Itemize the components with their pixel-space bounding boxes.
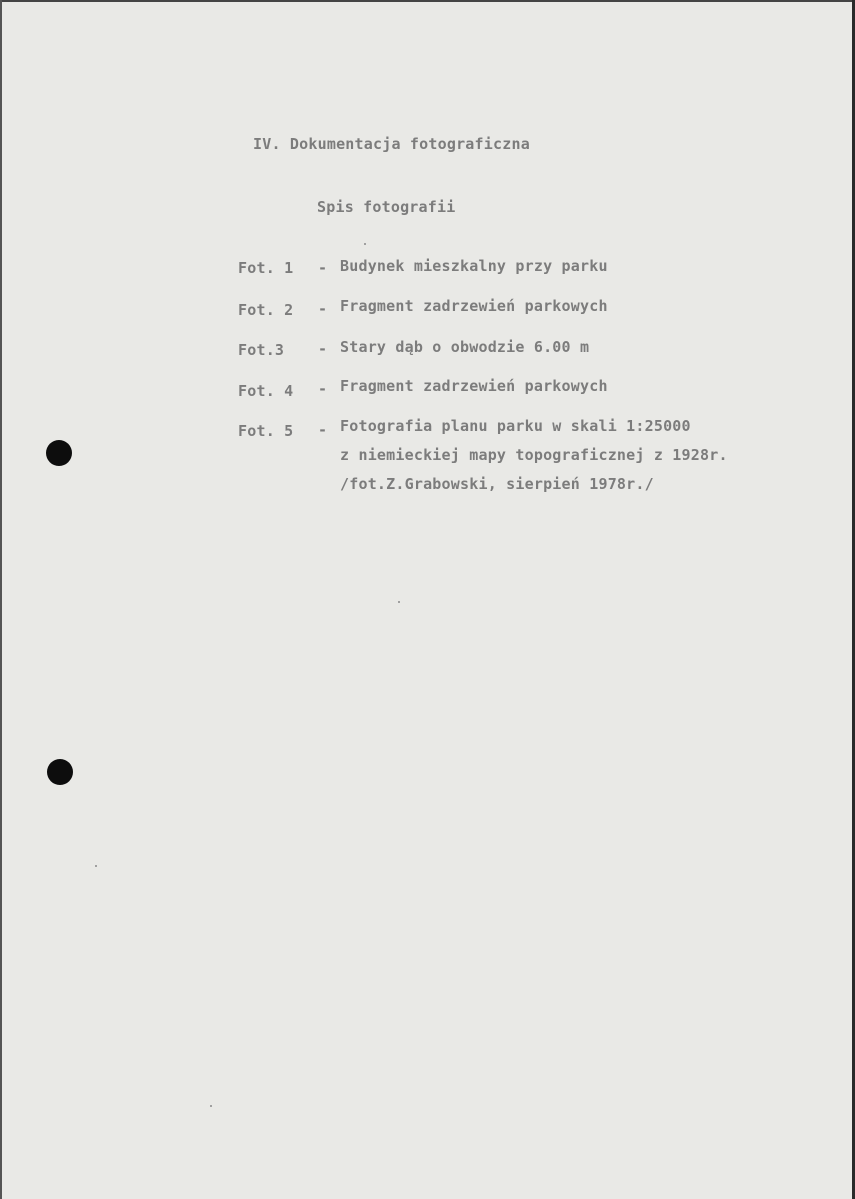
photo-dash: - (318, 259, 328, 277)
photo-label: Fot.3 (238, 341, 285, 359)
photo-description: Fragment zadrzewień parkowych (340, 297, 608, 315)
photo-dash: - (318, 300, 328, 318)
photo-label: Fot. 5 (238, 422, 294, 440)
page-edge-left (0, 0, 2, 1199)
dust-speck (364, 243, 366, 245)
page-edge-top (0, 0, 855, 2)
dust-speck (95, 865, 97, 867)
photo-dash: - (318, 340, 328, 358)
photo-description: Fragment zadrzewień parkowych (340, 377, 608, 395)
punch-hole-icon (47, 759, 73, 785)
photo-description: Stary dąb o obwodzie 6.00 m (340, 338, 590, 356)
dust-speck (398, 601, 400, 603)
photo-label: Fot. 4 (238, 382, 294, 400)
photo-dash: - (318, 421, 328, 439)
photo-description-line: z niemieckiej mapy topograficznej z 1928r. (340, 446, 728, 464)
punch-hole-icon (46, 440, 72, 466)
photo-credit: /fot.Z.Grabowski, sierpień 1978r./ (340, 475, 654, 493)
list-title: Spis fotografii (317, 198, 456, 216)
photo-label: Fot. 1 (238, 259, 294, 277)
photo-description: Fotografia planu parku w skali 1:25000 (340, 417, 691, 435)
photo-dash: - (318, 380, 328, 398)
dust-speck (210, 1105, 212, 1107)
photo-description: Budynek mieszkalny przy parku (340, 257, 608, 275)
photo-label: Fot. 2 (238, 301, 294, 319)
section-heading: IV. Dokumentacja fotograficzna (253, 135, 530, 153)
